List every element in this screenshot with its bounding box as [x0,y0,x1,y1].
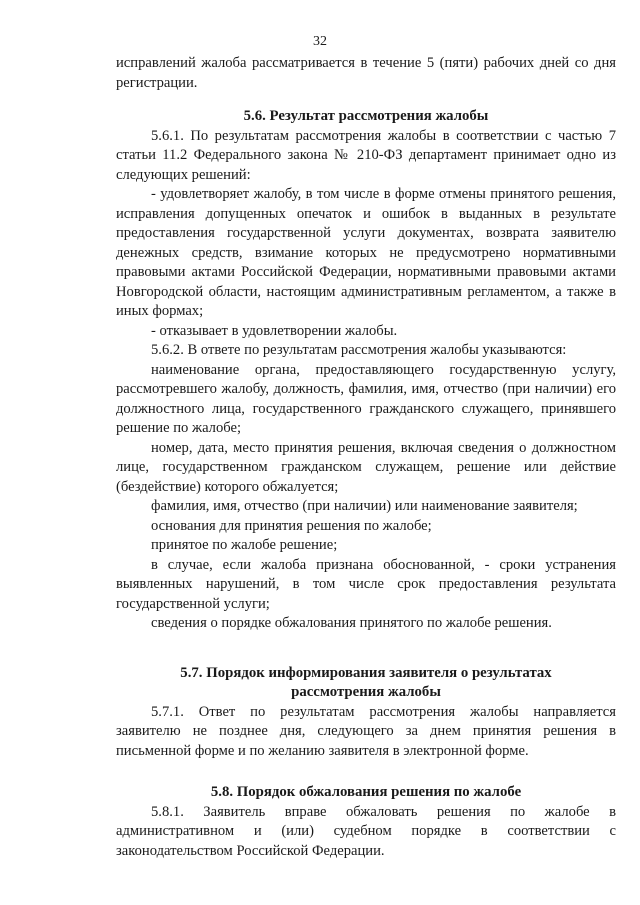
document-body [116,54,616,861]
answer-item-applicant: фамилия, имя, отчество (при наличии) или наименование заявителя; [151,498,578,514]
answer-item-justified: в случае, если жалоба признана обоснованной, - сроки устранения выявленных нарушений, в том числе срок предоставления результата государственной услуги; [116,556,616,612]
paragraph-5-6-1: 5.6.1. По результатам рассмотрения жалобы в соответствии с частью 7 статьи 11.2 Федерального закона № 210-ФЗ департамент принимает одно из следующих решений: [116,127,616,183]
section-5-6-heading: 5.6. Результат рассмотрения жалобы [243,108,489,124]
paragraph-5-8-1: 5.8.1. Заявитель вправе обжаловать решения по жалобе в административном и (или) судебном порядке в соответствии с законодательством Российской Федерации. [116,803,616,859]
answer-item-number-date: номер, дата, место принятия решения, включая сведения о должностном лице, государственном гражданском служащем, решение или действие (бездействие) которого обжалуется; [116,439,616,495]
section-5-7-heading-line2: рассмотрения жалобы [291,684,441,700]
decision-satisfy-item: - удовлетворяет жалобу, в том числе в форме отмены принятого решения, исправления допущенных опечаток и ошибок в выданных в результате предоставления государственной услуги документах, возврата заявителю денежных средств, взимание которых не предусмотрено нормативными правовыми актами Российской Федерации, нормативными правовыми актами Новгородской области, настоящим административным регламентом, а также в иных формах; [116,186,616,319]
section-5-8-heading: 5.8. Порядок обжалования решения по жалобе [210,784,522,800]
paragraph-5-7-1: 5.7.1. Ответ по результатам рассмотрения жалобы направляется заявителю не позднее дня, следующего за днем принятия решения в письменной форме и по желанию заявителя в электронной форме. [116,703,616,759]
decision-refuse-item: - отказывает в удовлетворении жалобы. [151,322,398,339]
answer-item-appeal-info: сведения о порядке обжалования принятого по жалобе решения. [151,615,552,631]
answer-item-grounds: основания для принятия решения по жалобе; [151,517,432,534]
intro-paragraph: исправлений жалоба рассматривается в течение 5 (пяти) рабочих дней со дня регистрации. [116,55,616,91]
paragraph-5-6-2: 5.6.2. В ответе по результатам рассмотрения жалобы указываются: [151,342,567,358]
answer-item-organ: наименование органа, предоставляющего государственную услугу, рассмотревшего жалобу, должность, фамилия, имя, отчество (при наличии) его должностного лица, государственного гражданского служащего, принявшего решение по жалобе; [116,361,616,436]
page-number: 32 [313,34,327,49]
answer-item-decision: принятое по жалобе решение; [151,537,338,553]
section-5-7-heading-line1: 5.7. Порядок информирования заявителя о результатах [180,664,552,681]
